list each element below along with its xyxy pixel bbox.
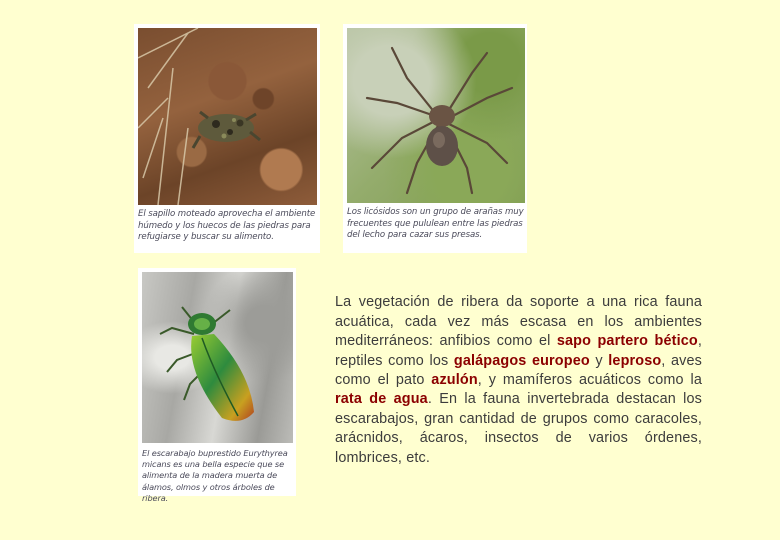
paragraph-text: , y mamíferos acuáticos como la [477, 372, 702, 389]
highlight-rata-de-agua: rata de agua [335, 391, 428, 408]
highlight-galapagos: galápagos europeo [453, 352, 590, 369]
fauna-paragraph [335, 293, 702, 468]
toad-photo [138, 28, 317, 205]
beetle-photo [142, 272, 293, 443]
spider-image-card [343, 24, 527, 253]
paragraph-text: , aves como el pato [335, 352, 702, 389]
toad-illustration [138, 28, 317, 205]
paragraph-text: y [589, 352, 609, 369]
spider-photo [347, 28, 525, 203]
beetle-image-card [138, 268, 296, 503]
spider-illustration [347, 28, 525, 203]
highlight-sapo-partero: sapo partero bético [556, 333, 698, 350]
spider-caption: Los licósidos son un grupo de arañas muy frecuentes que pululean entre las piedras del lecho para cazar sus presas. [347, 207, 524, 240]
highlight-azulon: azulón [431, 372, 478, 389]
toad-image-card [134, 24, 320, 253]
highlight-leproso: leproso [608, 352, 662, 369]
paragraph-text: , reptiles como los [335, 333, 702, 369]
toad-caption: El sapillo moteado aprovecha el ambiente húmedo y los huecos de las piedras para refugiarse y buscar su alimento. [138, 209, 316, 242]
paragraph-text: La vegetación de ribera da soporte a una rica fauna acuática, cada vez más escasa en los ambientes mediterráneos: anfibios como el [335, 294, 702, 350]
beetle-illustration [142, 272, 293, 443]
beetle-caption: El escarabajo buprestido Eurythyrea micans es una bella especie que se alimenta de la madera muerta de álamos, olmos y otros árboles de ribera. [142, 448, 288, 503]
paragraph-text: . En la fauna invertebrada destacan los escarabajos, gran cantidad de grupos como caracoles, arácnidos, ácaros, insectos de varios órdenes, lombrices, etc. [335, 391, 703, 466]
